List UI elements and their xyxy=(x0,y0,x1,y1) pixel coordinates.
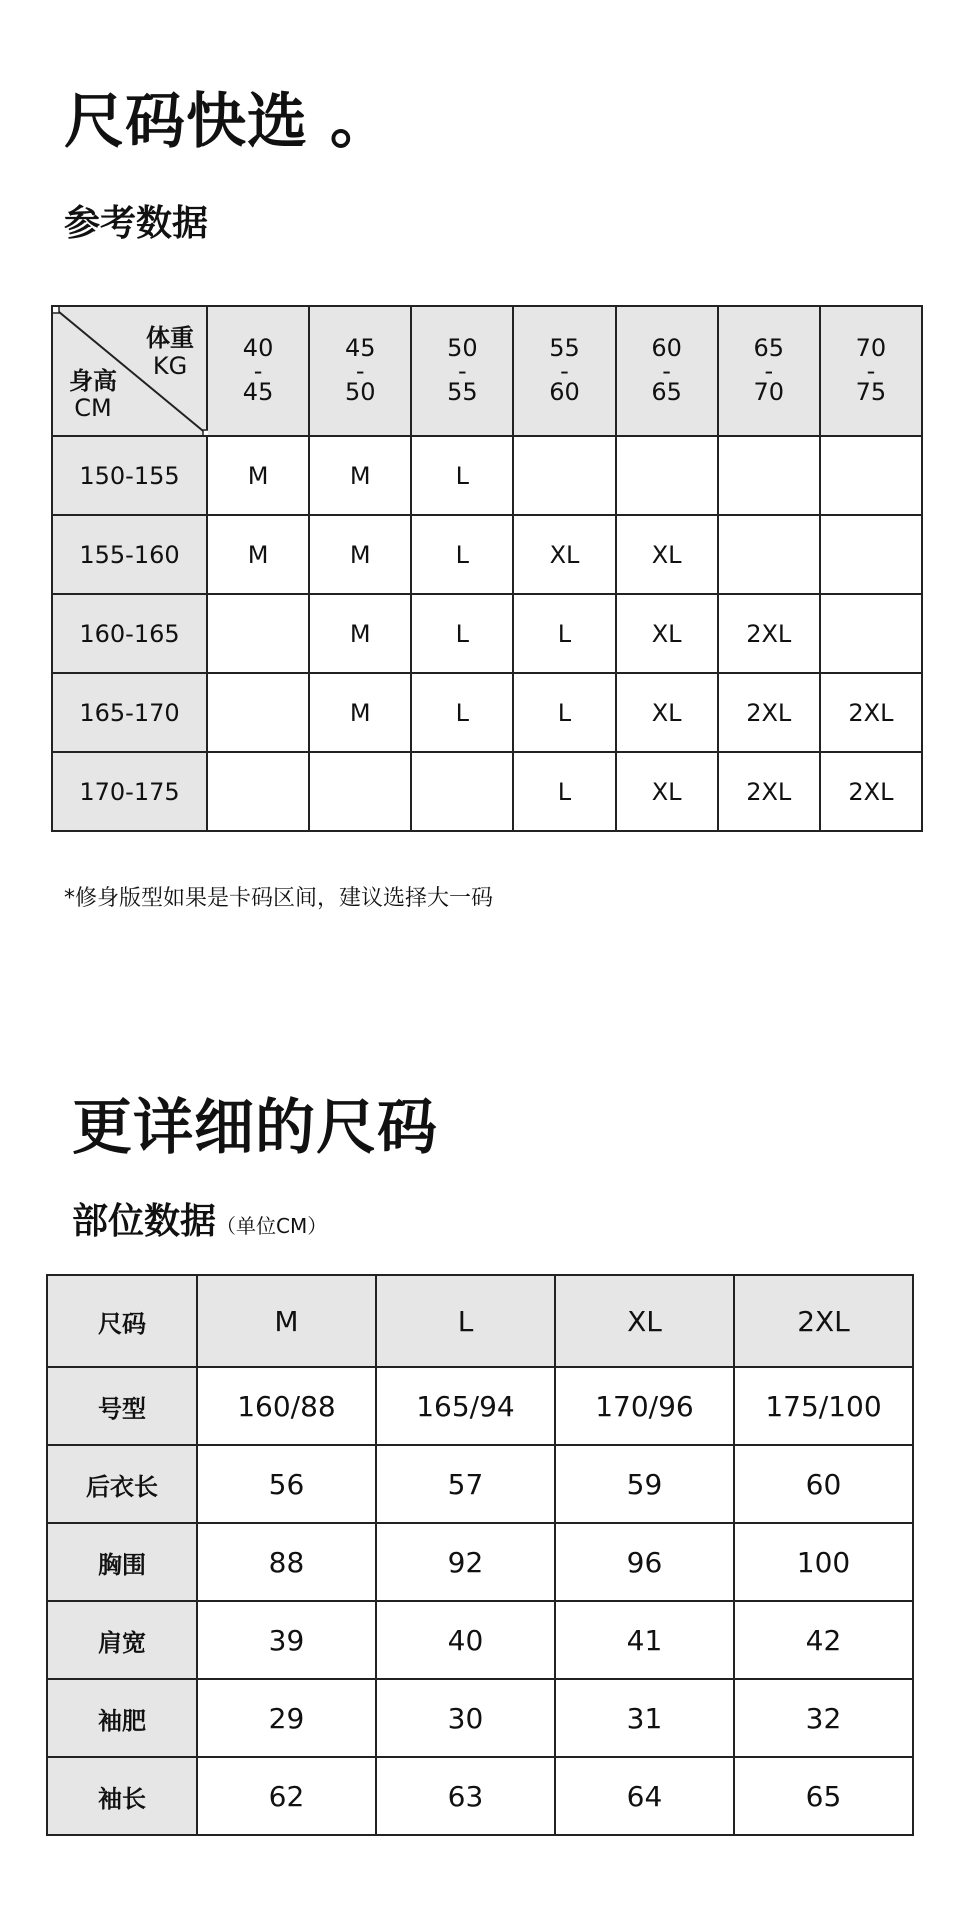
unit-note: （单位CM） xyxy=(216,1214,328,1238)
detail-title: 更详细的尺码 xyxy=(72,1093,438,1163)
height-axis-label xyxy=(69,368,117,423)
height-range-cell: 160-165 xyxy=(52,594,207,673)
weight-to: 50 xyxy=(344,378,376,407)
weight-column-header xyxy=(411,306,513,436)
measurement-value: 57 xyxy=(376,1445,555,1523)
weight-unit: KG xyxy=(152,351,188,380)
quick-table-row xyxy=(52,594,922,673)
measurement-value: 31 xyxy=(555,1679,734,1757)
weight-to: 65 xyxy=(651,378,682,407)
corner-handle-icon xyxy=(53,307,59,313)
size-cell xyxy=(616,436,718,515)
size-cell: 2XL xyxy=(718,752,820,831)
measurement-value: 60 xyxy=(734,1445,913,1523)
size-cell xyxy=(820,515,922,594)
measurement-value: 165/94 xyxy=(376,1367,555,1445)
corner-header-cell xyxy=(52,306,207,436)
size-cell: L xyxy=(411,673,513,752)
size-cell: L xyxy=(411,515,513,594)
size-header-label: 尺码 xyxy=(47,1275,197,1367)
weight-to: 60 xyxy=(549,378,580,407)
detail-row xyxy=(47,1523,913,1601)
size-cell: L xyxy=(411,436,513,515)
measurement-value: 96 xyxy=(555,1523,734,1601)
quick-table-header-row xyxy=(52,306,922,436)
weight-from: 50 xyxy=(447,334,478,362)
measurement-value: 63 xyxy=(376,1757,555,1835)
detail-subtitle xyxy=(72,1201,328,1242)
weight-to: 55 xyxy=(447,378,478,407)
weight-column-header xyxy=(207,306,309,436)
size-column-header: XL xyxy=(555,1275,734,1367)
quick-table-row xyxy=(52,515,922,594)
measurement-label: 号型 xyxy=(47,1367,197,1445)
weight-column-header xyxy=(513,306,615,436)
weight-from: 60 xyxy=(651,334,682,362)
weight-from: 65 xyxy=(753,334,785,362)
detail-subtitle-text: 部位数据 xyxy=(72,1201,217,1242)
detail-row xyxy=(47,1679,913,1757)
size-cell: XL xyxy=(616,594,718,673)
range-dash: - xyxy=(458,356,467,385)
weight-column-header xyxy=(820,306,922,436)
measurement-value: 92 xyxy=(376,1523,555,1601)
size-cell xyxy=(513,436,615,515)
range-dash: - xyxy=(355,356,365,385)
size-cell: 2XL xyxy=(820,673,922,752)
measurement-value: 65 xyxy=(734,1757,913,1835)
range-dash: - xyxy=(560,356,569,385)
measurement-value: 39 xyxy=(197,1601,376,1679)
size-column-header: L xyxy=(376,1275,555,1367)
detail-size-table xyxy=(46,1274,914,1836)
detail-row xyxy=(47,1601,913,1679)
measurement-value: 175/100 xyxy=(734,1367,913,1445)
size-column-header: 2XL xyxy=(734,1275,913,1367)
size-cell: XL xyxy=(513,515,615,594)
measurement-label: 胸围 xyxy=(47,1523,197,1601)
weight-to: 45 xyxy=(242,378,274,407)
height-range-cell: 170-175 xyxy=(52,752,207,831)
size-cell: M xyxy=(207,436,309,515)
measurement-value: 62 xyxy=(197,1757,376,1835)
size-cell: XL xyxy=(616,515,718,594)
size-cell xyxy=(820,436,922,515)
size-cell: XL xyxy=(616,673,718,752)
size-cell xyxy=(309,752,411,831)
size-cell: 2XL xyxy=(820,752,922,831)
weight-column-header xyxy=(616,306,718,436)
size-cell: XL xyxy=(616,752,718,831)
size-cell: 2XL xyxy=(718,594,820,673)
range-dash: - xyxy=(764,356,774,385)
measurement-value: 56 xyxy=(197,1445,376,1523)
size-cell: L xyxy=(411,594,513,673)
range-dash: - xyxy=(253,356,263,385)
measurement-value: 32 xyxy=(734,1679,913,1757)
size-cell: M xyxy=(309,436,411,515)
quick-table-row xyxy=(52,673,922,752)
range-dash: - xyxy=(866,356,876,385)
measurement-value: 29 xyxy=(197,1679,376,1757)
detail-row xyxy=(47,1757,913,1835)
quick-select-subtitle: 参考数据 xyxy=(64,203,209,244)
height-range-cell: 165-170 xyxy=(52,673,207,752)
measurement-value: 59 xyxy=(555,1445,734,1523)
size-cell xyxy=(411,752,513,831)
weight-to: 70 xyxy=(753,378,785,407)
size-cell xyxy=(820,594,922,673)
height-label: 身高 xyxy=(69,366,117,395)
corner-handle-icon xyxy=(203,430,208,435)
weight-axis-label xyxy=(146,325,194,380)
size-cell: M xyxy=(309,594,411,673)
measurement-value: 41 xyxy=(555,1601,734,1679)
measurement-value: 40 xyxy=(376,1601,555,1679)
measurement-label: 后衣长 xyxy=(47,1445,197,1523)
size-cell: M xyxy=(309,673,411,752)
size-cell xyxy=(207,594,309,673)
measurement-value: 160/88 xyxy=(197,1367,376,1445)
measurement-value: 88 xyxy=(197,1523,376,1601)
detail-header-row xyxy=(47,1275,913,1367)
quick-select-title: 尺码快选 。 xyxy=(64,87,391,157)
size-column-header: M xyxy=(197,1275,376,1367)
size-cell: L xyxy=(513,594,615,673)
quick-table-row xyxy=(52,752,922,831)
measurement-value: 64 xyxy=(555,1757,734,1835)
detail-row xyxy=(47,1445,913,1523)
quick-size-table xyxy=(51,305,923,832)
height-range-cell: 155-160 xyxy=(52,515,207,594)
measurement-label: 袖长 xyxy=(47,1757,197,1835)
size-note: *修身版型如果是卡码区间，建议选择大一码 xyxy=(64,886,494,911)
quick-table-row xyxy=(52,436,922,515)
detail-row xyxy=(47,1367,913,1445)
size-cell xyxy=(718,436,820,515)
weight-column-header xyxy=(309,306,411,436)
size-cell: 2XL xyxy=(718,673,820,752)
size-cell xyxy=(207,752,309,831)
weight-column-header xyxy=(718,306,820,436)
measurement-label: 袖肥 xyxy=(47,1679,197,1757)
height-unit: CM xyxy=(74,394,112,423)
weight-from: 70 xyxy=(855,334,887,362)
size-cell xyxy=(207,673,309,752)
size-cell: M xyxy=(207,515,309,594)
measurement-value: 170/96 xyxy=(555,1367,734,1445)
height-range-cell: 150-155 xyxy=(52,436,207,515)
size-cell: L xyxy=(513,752,615,831)
weight-from: 45 xyxy=(344,334,376,362)
measurement-value: 42 xyxy=(734,1601,913,1679)
measurement-label: 肩宽 xyxy=(47,1601,197,1679)
weight-label: 体重 xyxy=(146,324,194,352)
size-cell: L xyxy=(513,673,615,752)
measurement-value: 30 xyxy=(376,1679,555,1757)
weight-to: 75 xyxy=(855,378,887,407)
size-cell xyxy=(718,515,820,594)
range-dash: - xyxy=(662,356,671,385)
size-cell: M xyxy=(309,515,411,594)
weight-from: 40 xyxy=(242,334,274,362)
weight-from: 55 xyxy=(549,334,580,362)
measurement-value: 100 xyxy=(734,1523,913,1601)
